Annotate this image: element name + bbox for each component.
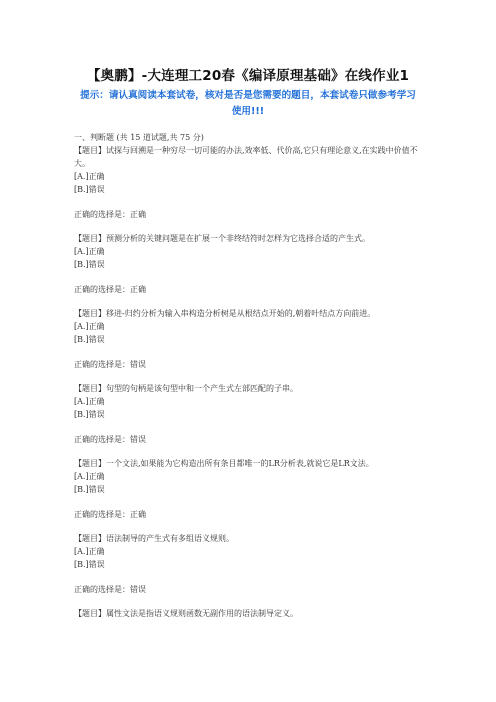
question-text: 【题目】一个文法,如果能为它构造出所有条目都唯一的LR分析表,就说它是LR文法。 (74, 459, 374, 468)
option-a: [A.]正确 (74, 472, 105, 481)
option-a: [A.]正确 (74, 397, 105, 406)
question-item (74, 144, 430, 221)
question-item (74, 382, 430, 446)
option-b: [B.]错误 (74, 560, 105, 569)
notice-text (60, 88, 436, 120)
question-text: 【题目】语法制导的产生式有多组语义规则。 (74, 534, 234, 543)
answer-text: 正确的选择是：正确 (74, 284, 146, 294)
question-item (74, 232, 430, 296)
question-text: 【题目】移进-归约分析为输入串构造分析树是从根结点开始的,朝着叶结点方向前进。 (74, 309, 376, 318)
option-a: [A.]正确 (74, 172, 105, 181)
question-text: 【题目】句型的句柄是该句型中和一个产生式左部匹配的子串。 (74, 384, 298, 393)
answer-text: 正确的选择是：错误 (74, 359, 146, 369)
question-text: 【题目】试探与回溯是一种穷尽一切可能的办法,效率低、代价高,它只有理论意义,在实践中价值不大。 (74, 146, 418, 168)
section-header: 一、判断题 (共 15 道试题,共 75 分) (74, 133, 204, 142)
option-b: [B.]错误 (74, 335, 105, 344)
question-item (74, 607, 430, 620)
notice-line-1: 提示：请认真阅读本套试卷，核对是否是您需要的题目，本套试卷只做参考学习 (80, 90, 416, 101)
question-item (74, 307, 430, 371)
option-a: [A.]正确 (74, 322, 105, 331)
question-item (74, 457, 430, 521)
option-b: [B.]错误 (74, 260, 105, 269)
option-b: [B.]错误 (74, 485, 105, 494)
option-a: [A.]正确 (74, 247, 105, 256)
answer-text: 正确的选择是：错误 (74, 584, 146, 594)
question-list (74, 131, 430, 620)
option-b: [B.]错误 (74, 185, 105, 194)
question-item (74, 532, 430, 596)
question-text: 【题目】预测分析的关键问题是在扩展一个非终结符时怎样为它选择合适的产生式。 (74, 234, 370, 243)
answer-text: 正确的选择是：错误 (74, 434, 146, 444)
question-text: 【题目】属性文法是指语义规则函数无副作用的语法制导定义。 (74, 609, 298, 618)
document-title: 【奥鹏】-大连理工20春《编译原理基础》在线作业1 (86, 68, 410, 84)
answer-text: 正确的选择是：正确 (74, 209, 146, 219)
option-b: [B.]错误 (74, 410, 105, 419)
notice-line-2: 使用!!! (231, 106, 265, 117)
answer-text: 正确的选择是：正确 (74, 509, 146, 519)
option-a: [A.]正确 (74, 547, 105, 556)
